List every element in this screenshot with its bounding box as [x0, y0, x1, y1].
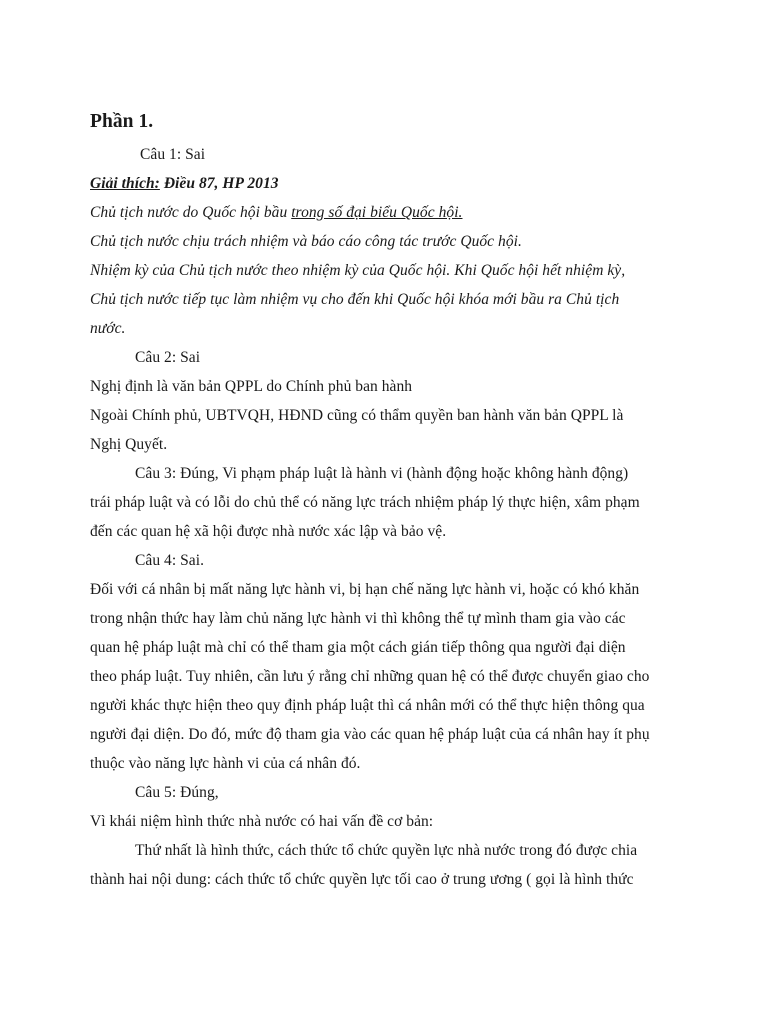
q1-line-1-a: Chủ tịch nước do Quốc hội bầu — [90, 204, 292, 221]
q1-label: Câu 1: Sai — [140, 146, 206, 163]
q4-line-6: người đại diện. Do đó, mức độ tham gia vào các quan hệ pháp luật của cá nhân hay ít phụ — [90, 726, 650, 743]
q1-line-1 — [90, 203, 462, 223]
q1-line-5: nước. — [90, 320, 126, 337]
q4-line-2: trong nhận thức hay làm chủ năng lực hành vi thì không thể tự mình tham gia vào các — [90, 610, 626, 627]
q4-line-1: Đối với cá nhân bị mất năng lực hành vi, bị hạn chế năng lực hành vi, hoặc có khó khăn — [90, 581, 640, 598]
q3-line-3: đến các quan hệ xã hội được nhà nước xác lập và bảo vệ. — [90, 523, 447, 540]
q1-explain-ref: Điều 87, HP 2013 — [159, 175, 279, 192]
q5-line-1: Vì khái niệm hình thức nhà nước có hai vấn đề cơ bản: — [90, 813, 434, 830]
q3-line-1: Câu 3: Đúng, Vi phạm pháp luật là hành vi (hành động hoặc không hành động) — [135, 465, 629, 482]
q1-line-1-b: trong số đại biểu Quốc hội. — [291, 204, 463, 221]
q5-line-2: Thứ nhất là hình thức, cách thức tổ chức quyền lực nhà nước trong đó được chia — [135, 842, 638, 859]
q1-explain-label: Giải thích: — [90, 175, 160, 192]
q1-line-2: Chủ tịch nước chịu trách nhiệm và báo cáo công tác trước Quốc hội. — [90, 233, 522, 250]
q1-line-3: Nhiệm kỳ của Chủ tịch nước theo nhiệm kỳ của Quốc hội. Khi Quốc hội hết nhiệm kỳ, — [90, 262, 626, 279]
section-heading: Phần 1. — [90, 111, 154, 132]
q5-label: Câu 5: Đúng, — [135, 784, 219, 801]
q2-line-1: Nghị định là văn bản QPPL do Chính phủ ban hành — [90, 378, 413, 395]
q2-label: Câu 2: Sai — [135, 349, 201, 366]
q4-line-5: người khác thực hiện theo quy định pháp luật thì cá nhân mới có thể thực hiện thông qua — [90, 697, 645, 714]
q2-line-2: Ngoài Chính phủ, UBTVQH, HĐND cũng có thẩm quyền ban hành văn bản QPPL là — [90, 407, 624, 424]
q4-label: Câu 4: Sai. — [135, 552, 205, 569]
q3-line-2: trái pháp luật và có lỗi do chủ thể có năng lực trách nhiệm pháp lý thực hiện, xâm phạm — [90, 494, 640, 511]
q4-line-7: thuộc vào năng lực hành vi của cá nhân đó. — [90, 755, 361, 772]
q1-explain-line — [90, 174, 279, 194]
q4-line-3: quan hệ pháp luật mà chỉ có thể tham gia một cách gián tiếp thông qua người đại diện — [90, 639, 626, 656]
q2-line-3: Nghị Quyết. — [90, 436, 168, 453]
q1-line-4: Chủ tịch nước tiếp tục làm nhiệm vụ cho đến khi Quốc hội khóa mới bầu ra Chủ tịch — [90, 291, 620, 308]
q5-line-3: thành hai nội dung: cách thức tổ chức quyền lực tối cao ở trung ương ( gọi là hình thức — [90, 871, 634, 888]
q4-line-4: theo pháp luật. Tuy nhiên, cần lưu ý rằng chỉ những quan hệ có thể được chuyển giao cho — [90, 668, 650, 685]
